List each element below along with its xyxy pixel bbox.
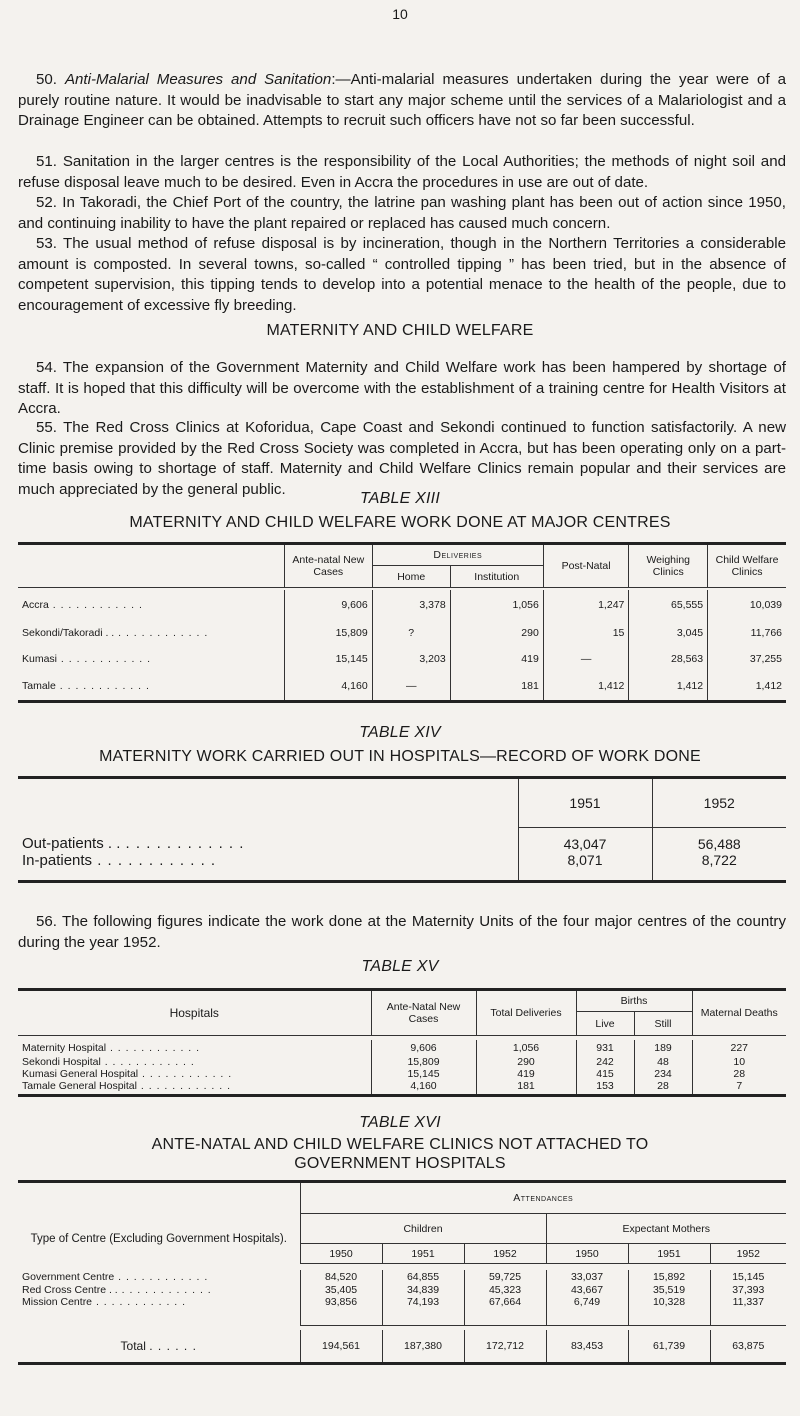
t13-row-name: Kumasi <box>22 652 58 665</box>
t13-cell: 15,809 <box>284 620 372 646</box>
table-13-title: MATERNITY AND CHILD WELFARE WORK DONE AT MAJOR CENTRES <box>129 514 671 531</box>
t13-header-antenatal: Ante-natal New Cases <box>284 544 372 588</box>
t14-cell: 8,722 <box>652 852 786 882</box>
t15-cell: 28 <box>692 1068 786 1080</box>
paragraph-56-text: 56. The following figures indicate the work done at the Maternity Units of the four major centres of the country during the year 1952. <box>18 913 786 951</box>
t14-header-1952: 1952 <box>652 778 786 828</box>
table-15 <box>18 988 786 1097</box>
t15-cell: 242 <box>576 1056 634 1068</box>
t16-cell: 11,337 <box>710 1296 786 1308</box>
t15-cell: 1,056 <box>476 1040 576 1056</box>
t16-header-mothers: Expectant Mothers <box>546 1214 786 1244</box>
t16-header-children: Children <box>300 1214 546 1244</box>
t13-cell: ? <box>372 620 450 646</box>
paragraph-51-text: 51. Sanitation in the larger centres is the responsibility of the Local Authorities; the methods of night soil and refuse disposal leave much to be desired. Even in Accra the procedures in use are out of date. <box>18 153 786 191</box>
t15-row-name: Tamale General Hospital <box>22 1079 137 1092</box>
t16-header-type: Type of Centre (Excluding Government Hospitals). <box>30 1232 287 1245</box>
table-row <box>18 672 786 702</box>
t13-cell: 65,555 <box>629 590 708 620</box>
t13-cell: 3,203 <box>372 646 450 672</box>
table-13-label: TABLE XIII <box>360 490 440 507</box>
t16-cell: 84,520 <box>300 1270 382 1284</box>
paragraph-55-text: 55. The Red Cross Clinics at Koforidua, Cape Coast and Sekondi continued to function satisfactorily. A new Clinic premise provided by the Red Cross Society was completed in Accra, but has been operating only on a part-time basis owing to shortage of staff. Maternity and Child Welfare Clinics remain popular and their services are much appreciated by the general public. <box>18 419 786 498</box>
t15-row-name: Kumasi General Hospital <box>22 1067 139 1080</box>
table-16 <box>18 1180 786 1365</box>
table-row <box>18 620 786 646</box>
t16-header-year: 1952 <box>464 1244 546 1264</box>
t13-row-name: Sekondi/Takoradi . . <box>22 626 115 639</box>
t13-row-name: Tamale <box>22 679 56 692</box>
t16-total-cell: 187,380 <box>382 1330 464 1364</box>
table-row <box>18 1296 786 1308</box>
table-15-label: TABLE XV <box>361 958 439 975</box>
paragraph-54-text: 54. The expansion of the Government Maternity and Child Welfare work has been hampered by shortage of staff. It is hoped that this difficulty will be overcome with the establishment of a training centre for Health Visitors at Accra. <box>18 359 786 418</box>
t15-cell: 7 <box>692 1080 786 1096</box>
table-row <box>18 852 786 882</box>
t13-header-deliveries: Deliveries <box>372 544 543 566</box>
t13-cell: 1,247 <box>543 590 629 620</box>
t16-header-year: 1950 <box>300 1244 382 1264</box>
t13-cell: 11,766 <box>708 620 786 646</box>
table-row <box>18 1080 786 1096</box>
t16-cell: 67,664 <box>464 1296 546 1308</box>
t16-total-cell: 83,453 <box>546 1330 628 1364</box>
paragraph-50-number: 50. <box>36 71 57 88</box>
t16-total-cell: 61,739 <box>628 1330 710 1364</box>
paragraph-56 <box>18 912 786 953</box>
t13-cell: — <box>543 646 629 672</box>
t15-header-deliveries: Total Deliveries <box>476 990 576 1036</box>
table-13 <box>18 542 786 703</box>
t16-cell: 59,725 <box>464 1270 546 1284</box>
t15-header-antenatal: Ante-Natal New Cases <box>371 990 476 1036</box>
t16-cell: 15,145 <box>710 1270 786 1284</box>
t13-cell: 4,160 <box>284 672 372 702</box>
t14-row-name: In-patients <box>22 851 93 869</box>
paragraph-54 <box>18 358 786 420</box>
table-total-row: Total . . . . . . 194,561 187,380 172,712 83,453 61,739 63,875 <box>18 1330 786 1364</box>
t13-cell: 419 <box>450 646 543 672</box>
t16-row-name: Red Cross Centre . . <box>22 1283 118 1296</box>
t16-total-cell: 63,875 <box>710 1330 786 1364</box>
t15-cell: 15,809 <box>371 1056 476 1068</box>
paragraph-52-text: 52. In Takoradi, the Chief Port of the country, the latrine pan washing plant has been out of action since 1950, and continuing inability to have the plant repaired or replaced has caused much concern. <box>18 194 786 232</box>
table-14-label: TABLE XIV <box>359 724 441 741</box>
t16-row-name: Government Centre <box>22 1270 115 1283</box>
t13-cell: 290 <box>450 620 543 646</box>
t15-cell: 234 <box>634 1068 692 1080</box>
table-row <box>18 828 786 852</box>
t13-cell: 10,039 <box>708 590 786 620</box>
table-16-title-line1: ANTE-NATAL AND CHILD WELFARE CLINICS NOT ATTACHED TO <box>151 1136 649 1153</box>
t16-header-year: 1951 <box>628 1244 710 1264</box>
t15-cell: 419 <box>476 1068 576 1080</box>
t13-header-cwc: Child Welfare Clinics <box>708 544 786 588</box>
t13-cell: 28,563 <box>629 646 708 672</box>
t15-header-births: Births <box>576 990 692 1012</box>
table-row <box>18 1068 786 1080</box>
table-16-title-line2: GOVERNMENT HOSPITALS <box>294 1155 506 1172</box>
t16-header-year: 1950 <box>546 1244 628 1264</box>
paragraph-50 <box>18 70 786 132</box>
paragraph-51 <box>18 152 786 193</box>
section-heading: MATERNITY AND CHILD WELFARE <box>266 322 534 339</box>
t15-header-maternal: Maternal Deaths <box>692 990 786 1036</box>
t16-total-cell: 172,712 <box>464 1330 546 1364</box>
t13-header-postnatal: Post-Natal <box>543 544 629 588</box>
t13-cell: 1,056 <box>450 590 543 620</box>
t15-cell: 153 <box>576 1080 634 1096</box>
t13-cell: 1,412 <box>629 672 708 702</box>
page-number: 10 <box>392 6 408 22</box>
t13-cell: 9,606 <box>284 590 372 620</box>
t13-cell: 3,378 <box>372 590 450 620</box>
t14-row-name: Out-patients . . <box>22 834 121 852</box>
t15-cell: 415 <box>576 1068 634 1080</box>
t14-cell: 8,071 <box>518 852 652 882</box>
t13-cell: 37,255 <box>708 646 786 672</box>
t14-cell: 56,488 <box>652 828 786 852</box>
t15-cell: 48 <box>634 1056 692 1068</box>
t16-cell: 45,323 <box>464 1284 546 1296</box>
t14-header-1951: 1951 <box>518 778 652 828</box>
t15-header-hospitals: Hospitals <box>169 1006 219 1020</box>
t13-header-home: Home <box>372 566 450 588</box>
t15-row-name: Sekondi Hospital <box>22 1055 101 1068</box>
t15-cell: 10 <box>692 1056 786 1068</box>
t13-header-institution: Institution <box>450 566 543 588</box>
paragraph-53-text: 53. The usual method of refuse disposal is by incineration, though in the Northern Territories a considerable amount is composted. In several towns, so-called “ controlled tipping ” has been tried, but in the absence of competent supervision, this tipping tends to develop into a potential menace to the health of the people, due to encouragement of excessive fly breeding. <box>18 235 786 314</box>
t13-cell: 15,145 <box>284 646 372 672</box>
t16-header-attendances: Attendances <box>300 1182 786 1214</box>
t16-cell: 74,193 <box>382 1296 464 1308</box>
t13-row-name: Accra <box>22 598 49 611</box>
t13-cell: 181 <box>450 672 543 702</box>
t16-header-year: 1951 <box>382 1244 464 1264</box>
paragraph-55 <box>18 418 786 500</box>
paragraph-50-title: Anti-Malarial Measures and Sanitation <box>64 71 332 88</box>
t16-cell: 93,856 <box>300 1296 382 1308</box>
t16-cell: 6,749 <box>546 1296 628 1308</box>
t16-total-label: Total <box>120 1338 146 1353</box>
table-row <box>18 590 786 620</box>
t15-row-name: Maternity Hospital <box>22 1041 107 1054</box>
t15-header-still: Still <box>634 1012 692 1036</box>
table-row <box>18 1056 786 1068</box>
table-row <box>18 1040 786 1056</box>
paragraph-52 <box>18 193 786 234</box>
paragraph-50-text: :—Anti-malarial measures undertaken during the year were of a purely routine nature. It would be inadvisable to start any major scheme until the services of a Malariologist and a Drainage Engineer can be obtained. Attempts to recruit such officers have not so far been successful. <box>18 71 786 130</box>
t14-cell: 43,047 <box>518 828 652 852</box>
t16-cell: 35,519 <box>628 1284 710 1296</box>
t15-cell: 181 <box>476 1080 576 1096</box>
table-14-title: MATERNITY WORK CARRIED OUT IN HOSPITALS—RECORD OF WORK DONE <box>99 748 701 765</box>
t13-cell: 15 <box>543 620 629 646</box>
table-row <box>18 646 786 672</box>
t16-cell: 33,037 <box>546 1270 628 1284</box>
t15-header-live: Live <box>576 1012 634 1036</box>
t16-cell: 37,393 <box>710 1284 786 1296</box>
t13-cell: 1,412 <box>708 672 786 702</box>
t15-cell: 4,160 <box>371 1080 476 1096</box>
t15-cell: 15,145 <box>371 1068 476 1080</box>
t16-cell: 35,405 <box>300 1284 382 1296</box>
t16-cell: 64,855 <box>382 1270 464 1284</box>
t15-cell: 189 <box>634 1040 692 1056</box>
table-14 <box>18 776 786 883</box>
table-row <box>18 1270 786 1284</box>
table-16-label: TABLE XVI <box>359 1114 441 1131</box>
t16-header-year: 1952 <box>710 1244 786 1264</box>
table-row <box>18 1284 786 1296</box>
t16-cell: 34,839 <box>382 1284 464 1296</box>
t15-cell: 227 <box>692 1040 786 1056</box>
t16-cell: 15,892 <box>628 1270 710 1284</box>
t16-total-cell: 194,561 <box>300 1330 382 1364</box>
t15-cell: 931 <box>576 1040 634 1056</box>
t13-cell: 1,412 <box>543 672 629 702</box>
t15-cell: 290 <box>476 1056 576 1068</box>
t15-cell: 28 <box>634 1080 692 1096</box>
t16-row-name: Mission Centre <box>22 1295 93 1308</box>
paragraph-53 <box>18 234 786 316</box>
t15-cell: 9,606 <box>371 1040 476 1056</box>
t16-cell: 10,328 <box>628 1296 710 1308</box>
t13-cell: — <box>372 672 450 702</box>
t13-header-weighing: Weighing Clinics <box>629 544 708 588</box>
t13-cell: 3,045 <box>629 620 708 646</box>
t16-cell: 43,667 <box>546 1284 628 1296</box>
